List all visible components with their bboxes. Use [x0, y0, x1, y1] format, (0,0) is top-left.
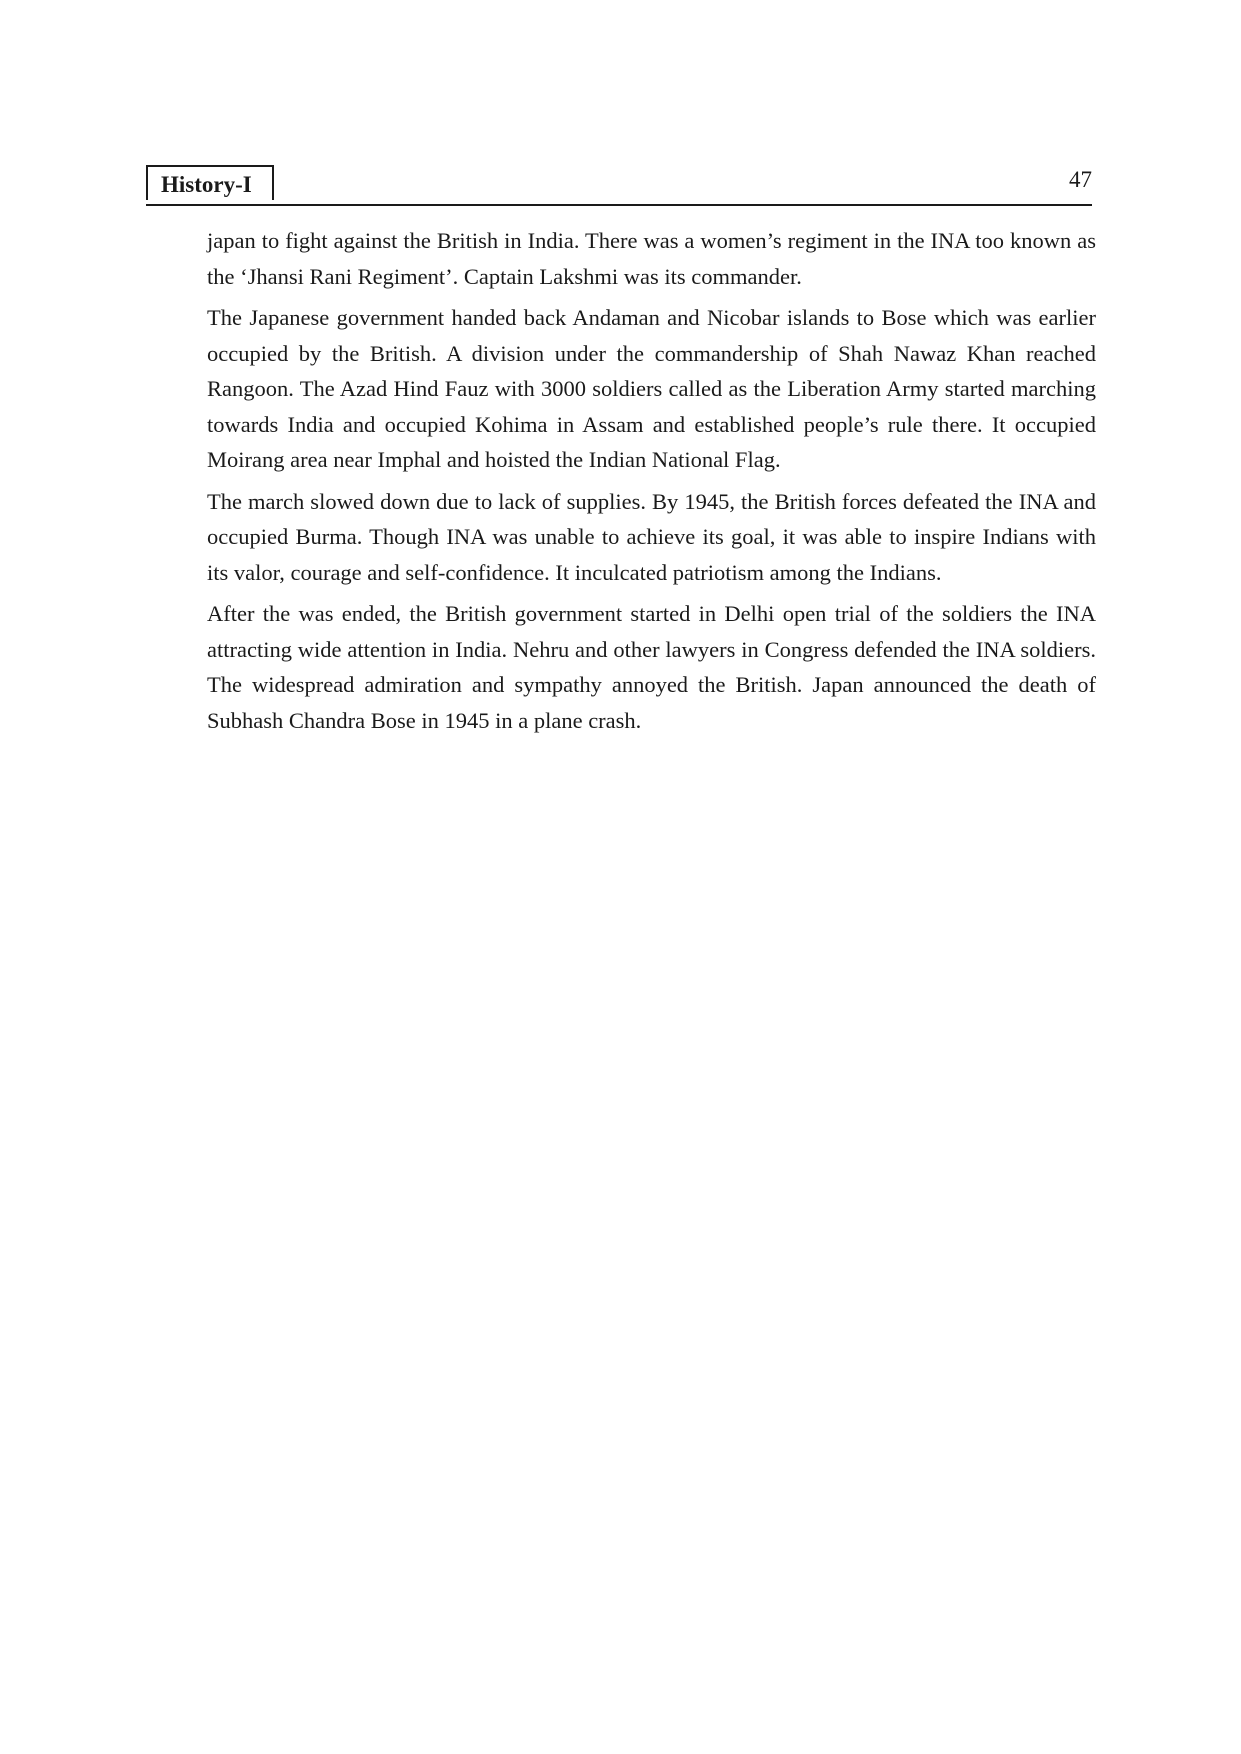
paragraph: After the was ended, the British government started in Delhi open trial of the soldiers the INA attracting wide attention in India. Nehru and other lawyers in Congress defended the INA soldiers. The widespread admiration and sympathy annoyed the British. Japan announced the death of Subhash Chandra Bose in 1945 in a plane crash.	[207, 601, 1096, 733]
paragraph: The Japanese government handed back Andaman and Nicobar islands to Bose which was earlier occupied by the British. A division under the commandership of Shah Nawaz Khan reached Rangoon. The Azad Hind Fauz with 3000 soldiers called as the Liberation Army started marching towards India and occupied Kohima in Assam and established people’s rule there. It occupied Moirang area near Imphal and hoisted the Indian National Flag.	[207, 305, 1096, 472]
section-label: History-I	[146, 165, 274, 200]
paragraph: japan to fight against the British in India. There was a women’s regiment in the INA too known as the ‘Jhansi Rani Regiment’. Captain Lakshmi was its commander.	[207, 228, 1096, 289]
body-text	[207, 223, 1096, 744]
page-number: 47	[1069, 167, 1092, 192]
paragraph: The march slowed down due to lack of supplies. By 1945, the British forces defeated the INA and occupied Burma. Though INA was unable to achieve its goal, it was able to inspire Indians with its valor, courage and self-confidence. It inculcated patriotism among the Indians.	[207, 488, 1096, 585]
page-header	[146, 165, 1092, 206]
